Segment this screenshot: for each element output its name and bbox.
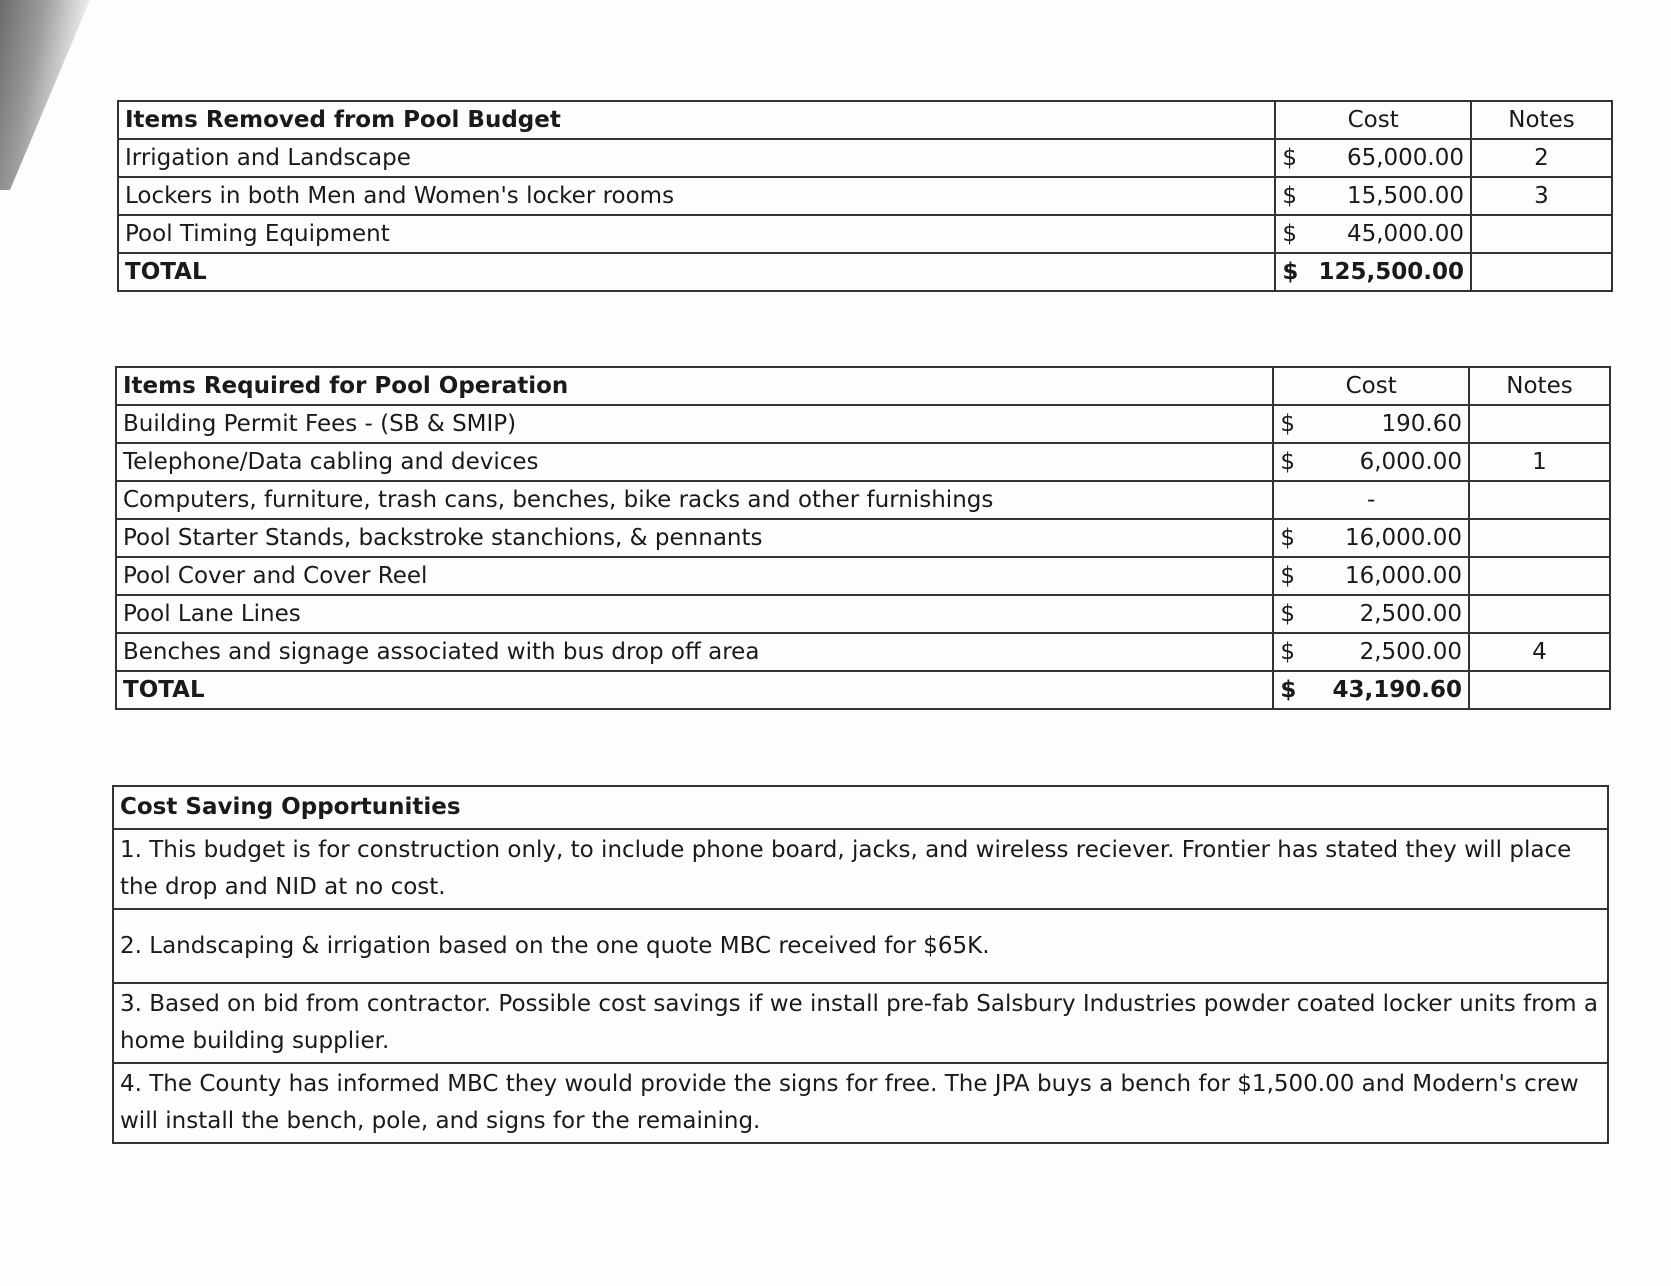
savings-note: 3. Based on bid from contractor. Possible cost savings if we install pre-fab Salsbury Industries powder coated locker units from a home building supplier. bbox=[113, 983, 1608, 1063]
item-name: Lockers in both Men and Women's locker rooms bbox=[118, 177, 1275, 215]
note-ref bbox=[1469, 519, 1610, 557]
note-ref bbox=[1469, 557, 1610, 595]
item-name: Benches and signage associated with bus drop off area bbox=[116, 633, 1273, 671]
cost-value bbox=[1273, 633, 1469, 671]
table-header-row bbox=[116, 367, 1610, 405]
note-ref bbox=[1469, 481, 1610, 519]
cost-header: Cost bbox=[1273, 367, 1469, 405]
total-note bbox=[1469, 671, 1610, 709]
item-name: Pool Cover and Cover Reel bbox=[116, 557, 1273, 595]
table-row bbox=[118, 177, 1612, 215]
table-row bbox=[116, 405, 1610, 443]
table-row bbox=[116, 443, 1610, 481]
cost-value bbox=[1273, 481, 1469, 519]
total-label: TOTAL bbox=[118, 253, 1275, 291]
note-ref bbox=[1469, 405, 1610, 443]
amount: 125,500.00 bbox=[1318, 259, 1464, 285]
items-required-table bbox=[115, 366, 1611, 710]
cost-value bbox=[1273, 557, 1469, 595]
amount: 2,500.00 bbox=[1359, 639, 1462, 665]
table-header-row bbox=[118, 101, 1612, 139]
amount: 15,500.00 bbox=[1346, 183, 1464, 209]
table-row bbox=[116, 633, 1610, 671]
note-ref: 2 bbox=[1471, 139, 1612, 177]
table-row bbox=[118, 139, 1612, 177]
amount: 190.60 bbox=[1381, 411, 1462, 437]
item-name: Irrigation and Landscape bbox=[118, 139, 1275, 177]
savings-note: 1. This budget is for construction only, to include phone board, jacks, and wireless reciever. Frontier has stated they will place the drop and NID at no cost. bbox=[113, 829, 1608, 909]
cost-value bbox=[1275, 215, 1471, 253]
cost-value bbox=[1273, 519, 1469, 557]
table-row bbox=[116, 519, 1610, 557]
amount: 16,000.00 bbox=[1344, 525, 1462, 551]
note-ref: 1 bbox=[1469, 443, 1610, 481]
notes-header: Notes bbox=[1469, 367, 1610, 405]
currency-symbol: $ bbox=[1282, 145, 1297, 171]
currency-symbol: $ bbox=[1280, 525, 1295, 551]
cost-value bbox=[1273, 595, 1469, 633]
scan-shadow bbox=[0, 0, 90, 190]
total-cost bbox=[1273, 671, 1469, 709]
table-row bbox=[113, 909, 1608, 983]
amount: 43,190.60 bbox=[1332, 677, 1462, 703]
item-name: Pool Timing Equipment bbox=[118, 215, 1275, 253]
table-row bbox=[113, 983, 1608, 1063]
note-ref: 4 bbox=[1469, 633, 1610, 671]
amount: 16,000.00 bbox=[1344, 563, 1462, 589]
cost-value bbox=[1273, 405, 1469, 443]
savings-note: 2. Landscaping & irrigation based on the one quote MBC received for $65K. bbox=[113, 909, 1608, 983]
table-row bbox=[116, 557, 1610, 595]
table-row bbox=[116, 481, 1610, 519]
currency-symbol: $ bbox=[1280, 449, 1295, 475]
total-label: TOTAL bbox=[116, 671, 1273, 709]
amount: 2,500.00 bbox=[1359, 601, 1462, 627]
total-row bbox=[116, 671, 1610, 709]
items-removed-table bbox=[117, 100, 1613, 292]
total-note bbox=[1471, 253, 1612, 291]
table-row bbox=[113, 1063, 1608, 1143]
note-ref bbox=[1471, 215, 1612, 253]
table-row bbox=[118, 215, 1612, 253]
note-ref bbox=[1469, 595, 1610, 633]
item-name: Building Permit Fees - (SB & SMIP) bbox=[116, 405, 1273, 443]
currency-symbol: $ bbox=[1280, 411, 1295, 437]
item-name: Telephone/Data cabling and devices bbox=[116, 443, 1273, 481]
currency-symbol: $ bbox=[1280, 639, 1295, 665]
cost-saving-table bbox=[112, 785, 1609, 1144]
currency-symbol: $ bbox=[1282, 221, 1297, 247]
amount: - bbox=[1367, 487, 1376, 513]
table-header-row bbox=[113, 786, 1608, 829]
amount: 6,000.00 bbox=[1359, 449, 1462, 475]
amount: 65,000.00 bbox=[1346, 145, 1464, 171]
savings-note: 4. The County has informed MBC they would provide the signs for free. The JPA buys a bench for $1,500.00 and Modern's crew will install the bench, pole, and signs for the remaining. bbox=[113, 1063, 1608, 1143]
currency-symbol: $ bbox=[1280, 677, 1297, 703]
currency-symbol: $ bbox=[1282, 183, 1297, 209]
notes-header: Notes bbox=[1471, 101, 1612, 139]
cost-value bbox=[1275, 139, 1471, 177]
amount: 45,000.00 bbox=[1346, 221, 1464, 247]
item-name: Pool Lane Lines bbox=[116, 595, 1273, 633]
item-name: Pool Starter Stands, backstroke stanchions, & pennants bbox=[116, 519, 1273, 557]
item-name: Computers, furniture, trash cans, benches, bike racks and other furnishings bbox=[116, 481, 1273, 519]
table-title: Cost Saving Opportunities bbox=[113, 786, 1608, 829]
table-row bbox=[116, 595, 1610, 633]
table-title: Items Removed from Pool Budget bbox=[118, 101, 1275, 139]
currency-symbol: $ bbox=[1282, 259, 1299, 285]
cost-value bbox=[1275, 177, 1471, 215]
table-title: Items Required for Pool Operation bbox=[116, 367, 1273, 405]
currency-symbol: $ bbox=[1280, 563, 1295, 589]
total-row bbox=[118, 253, 1612, 291]
total-cost bbox=[1275, 253, 1471, 291]
table-row bbox=[113, 829, 1608, 909]
currency-symbol: $ bbox=[1280, 601, 1295, 627]
note-ref: 3 bbox=[1471, 177, 1612, 215]
cost-header: Cost bbox=[1275, 101, 1471, 139]
cost-value bbox=[1273, 443, 1469, 481]
